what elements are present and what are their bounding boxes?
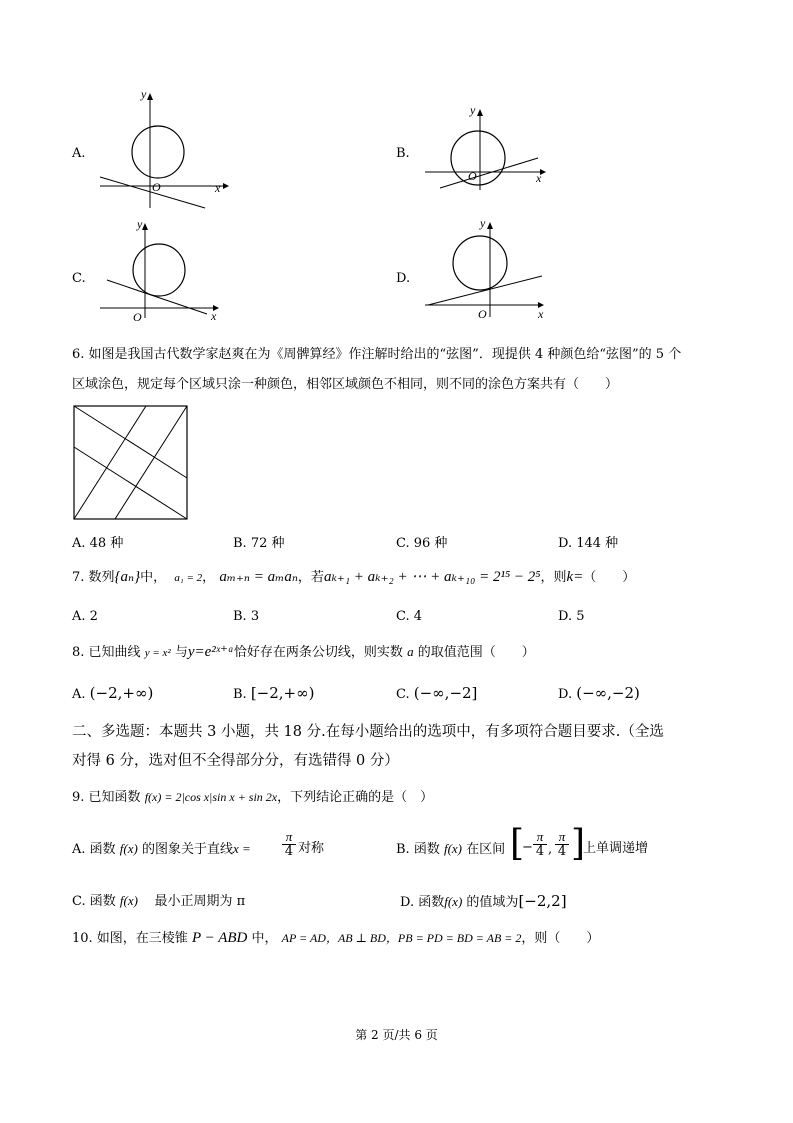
q6-option-a: A. 48 种 [72,536,124,551]
q7-option-b: B. 3 [233,609,260,624]
y-arrow [487,222,493,229]
x-label: x [536,171,542,185]
q10-cond: AP = AD，AB ⊥ BD，PB = PD = BD = AB = 2 [281,931,522,945]
circle [132,126,184,178]
x-label: x [215,181,221,195]
y-label: y [141,88,147,101]
q7-rel: aₘ₊ₙ = aₘaₙ [219,569,298,585]
xiantu-diagram [73,405,189,521]
tangent-line [107,280,207,314]
option-d-label: D. [396,271,411,286]
q10-line: 10. 如图，在三棱锥 P − ABD 中， AP = AD，AB ⊥ BD，PB = PD = BD = AB = 2，则（ ） [72,930,600,946]
q9-option-c: C. 函数 f(x) 最小正周期为 π [72,893,246,909]
q9-b-bracket-left: [ [510,823,525,864]
y-label: y [480,216,486,230]
tangent-line [440,158,538,188]
q7-sum: aₖ₊₁ + aₖ₊₂ + ⋯ + aₖ₊₁₀ = 2¹⁵ − 2⁵ [323,569,541,585]
q7-seq: {aₙ} [114,569,141,585]
q9-b-minus: − [522,840,533,855]
x-label: x [211,309,217,323]
q9-b-fraction2: π 4 [555,830,569,859]
q10-pyramid: P − ABD [191,930,248,946]
option-b-label: B. [396,146,410,161]
graph-d [420,215,560,327]
q7-line: 7. 数列{aₙ}中， a₁ = 2， aₘ₊ₙ = aₘaₙ，若aₖ₊₁ + aₖ₊₂ + ⋯ + aₖ₊₁₀ = 2¹⁵ − 2⁵，则k=（ ） [72,569,636,585]
outer-square [74,406,187,519]
q9-a-fraction: π 4 [282,830,296,859]
q7-option-a: A. 2 [72,609,98,624]
q9-option-b: B. 函数 f(x) 在区间 [396,841,506,857]
circle [133,244,185,296]
q9-b-bracket-right: ] [571,823,586,864]
q8-option-d: D. (−∞,−2) [558,684,640,702]
q6-option-b: B. 72 种 [233,536,285,551]
origin-label: O [478,307,487,321]
circle [451,131,505,185]
q6-line1: 6. 如图是我国古代数学家赵爽在为《周髀算经》作注解时给出的“弦图”．现提供 4 种颜色给“弦图”的 5 个 [72,347,682,362]
q7-a1: a₁ = 2 [174,572,203,584]
q6-option-c: C. 96 种 [396,536,448,551]
origin-label: O [152,180,161,194]
x-label: x [538,307,544,321]
q9-b-end: 上单调递增 [583,841,649,856]
q7-k: k= [566,569,584,585]
q8-a: a [407,644,414,659]
option-c-label: C. [72,271,86,286]
tangent-line [428,276,542,305]
q9-option-d: D. 函数f(x) 的值域为[−2,2] [400,892,567,910]
y-label: y [137,218,143,231]
q9-line: 9. 已知函数 f(x) = 2|cos x|sin x + sin 2x，下列结论正确的是（ ） [72,790,434,805]
section2-line1: 二、多选题：本题共 3 小题，共 18 分.在每小题给出的选项中，有多项符合题目要求.（全选 [72,724,664,740]
q7-option-c: C. 4 [396,609,423,624]
q9-b-fraction1: π 4 [533,830,547,859]
q8-option-b: B. [−2,+∞) [233,684,315,702]
y-arrow [142,223,148,230]
q8-option-a: A. (−2,+∞) [72,684,154,702]
q8-option-c: C. (−∞,−2] [396,684,478,702]
graph-a [95,88,235,213]
y-arrow [477,109,483,116]
q8-curve2: y=e²ˣ⁺ᵃ [187,644,234,660]
option-a-label: A. [72,146,86,161]
circle [453,236,507,290]
q9-option-a: A. 函数 f(x) 的图象关于直线x = [72,841,251,857]
origin-label: O [468,169,477,183]
q9-b-comma: , [548,842,553,857]
x-arrow [223,183,229,189]
graph-b [420,100,560,195]
q6-line2: 区域涂色，规定每个区域只涂一种颜色，相邻区域颜色不相同，则不同的涂色方案共有（ ） [72,377,619,392]
y-label: y [470,103,476,117]
section2-line2: 对得 6 分，选对但不全得部分分，有选错得 0 分） [72,753,399,769]
page-footer: 第 2 页/共 6 页 [355,1028,438,1042]
y-arrow [147,93,153,100]
q6-option-d: D. 144 种 [558,536,619,551]
graph-c [95,218,235,328]
q7-option-d: D. 5 [558,609,585,624]
origin-label: O [133,310,142,324]
q9-a-end: 对称 [298,841,325,856]
q8-curve1: y = x² [144,647,171,659]
q8-line: 8. 已知曲线 y = x² 与y=e²ˣ⁺ᵃ恰好存在两条公切线，则实数 a 的取值范围（ ） [72,644,535,660]
q9-func: f(x) = 2|cos x|sin x + sin 2x [144,790,278,804]
